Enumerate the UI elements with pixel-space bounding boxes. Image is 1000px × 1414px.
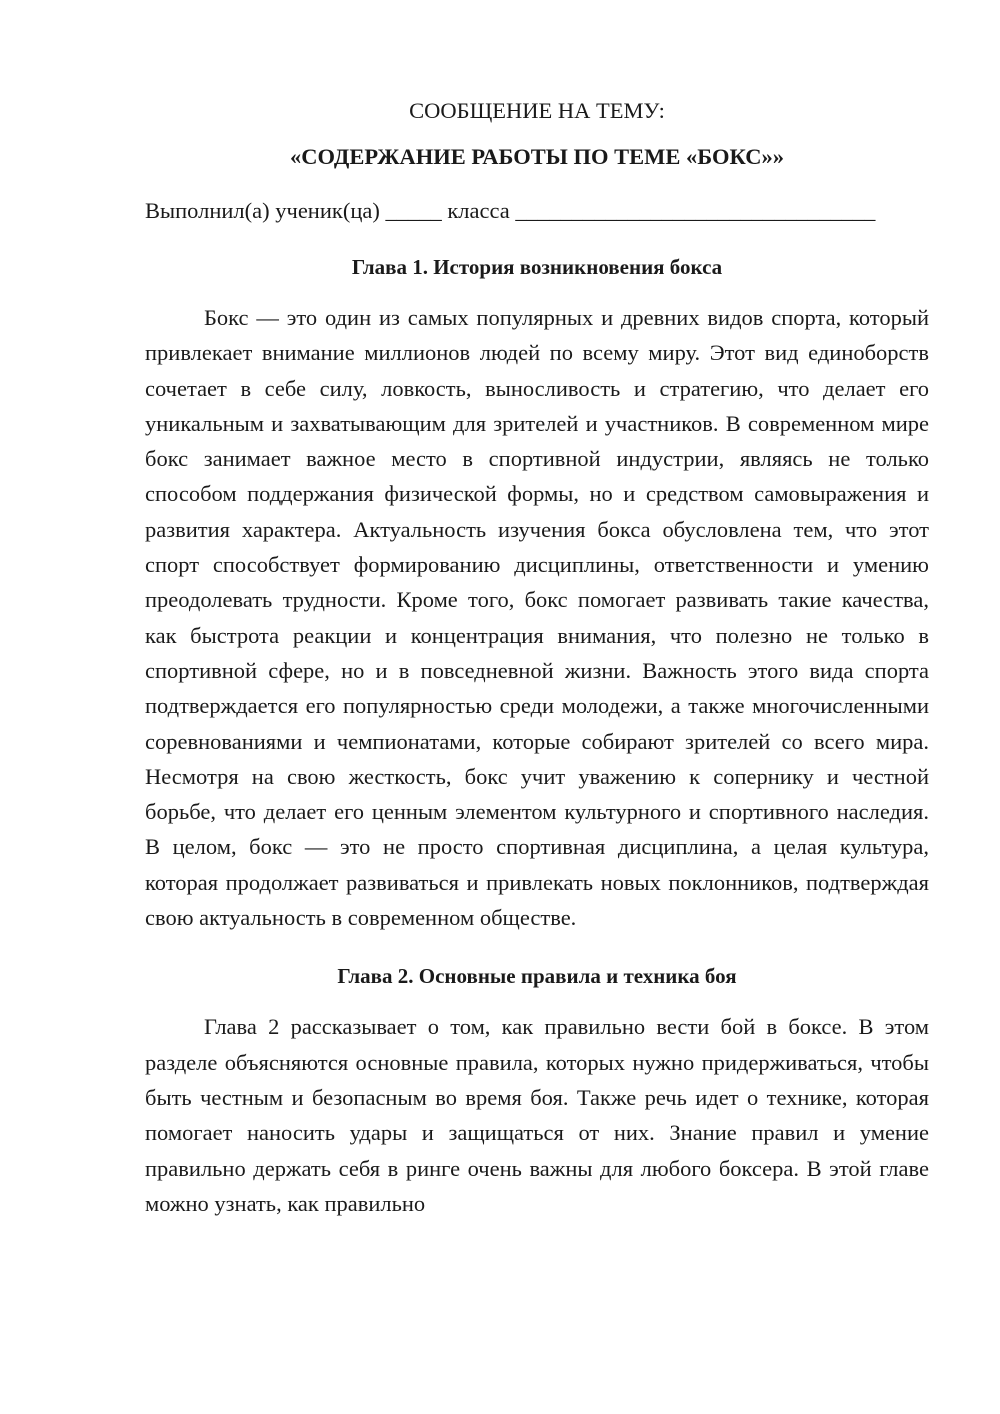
chapter-2-heading: Глава 2. Основные правила и техника боя — [337, 964, 737, 989]
document-page — [145, 94, 929, 1221]
chapter-1-text: Бокс — это один из самых популярных и древних видов спорта, который привлекает внимание миллионов людей по всему миру. Этот вид единоборств сочетает в себе силу, ловкость, выносливость и стратегию, что делает его уникальным и захватывающим для зрителей и участников. В современном мире бокс занимает важное место в спортивной индустрии, являясь не только способом поддержания физической формы, но и средством самовыражения и развития характера. Актуальность изучения бокса обусловлена тем, что этот спорт способствует формированию дисциплины, ответственности и умению преодолевать трудности. Кроме того, бокс помогает развивать такие качества, как быстрота реакции и концентрация внимания, что полезно не только в спортивной сфере, но и в повседневной жизни. Важность этого вида спорта подтверждается его популярностью среди молодежи, а также многочисленными соревнованиями и чемпионатами, которые собирают зрителей со всего мира. Несмотря на свою жесткость, бокс учит уважению к сопернику и честной борьбе, что делает его ценным элементом культурного и спортивного наследия. В целом, бокс — это не просто спортивная дисциплина, а целая культура, которая продолжает развиваться и привлекать новых поклонников, подтверждая свою актуальность в современном обществе. — [145, 305, 929, 931]
chapter-2-text: Глава 2 рассказывает о том, как правильно вести бой в боксе. В этом разделе объясняются основные правила, которых нужно придерживаться, чтобы быть честным и безопасным во время боя. Также речь идет о технике, которая помогает наносить удары и защищаться от них. Знание правил и умение правильно держать себя в ринге очень важны для любого боксера. В этой главе можно узнать, как правильно — [145, 1014, 929, 1216]
document-title-line-1: СООБЩЕНИЕ НА ТЕМУ: — [409, 98, 665, 123]
chapter-1-heading: Глава 1. История возникновения бокса — [351, 255, 723, 279]
author-line: Выполнил(а) ученик(ца) _____ класса ________________________________ — [145, 198, 876, 223]
document-title-line-2: «СОДЕРЖАНИЕ РАБОТЫ ПО ТЕМЕ «БОКС»» — [289, 144, 784, 169]
